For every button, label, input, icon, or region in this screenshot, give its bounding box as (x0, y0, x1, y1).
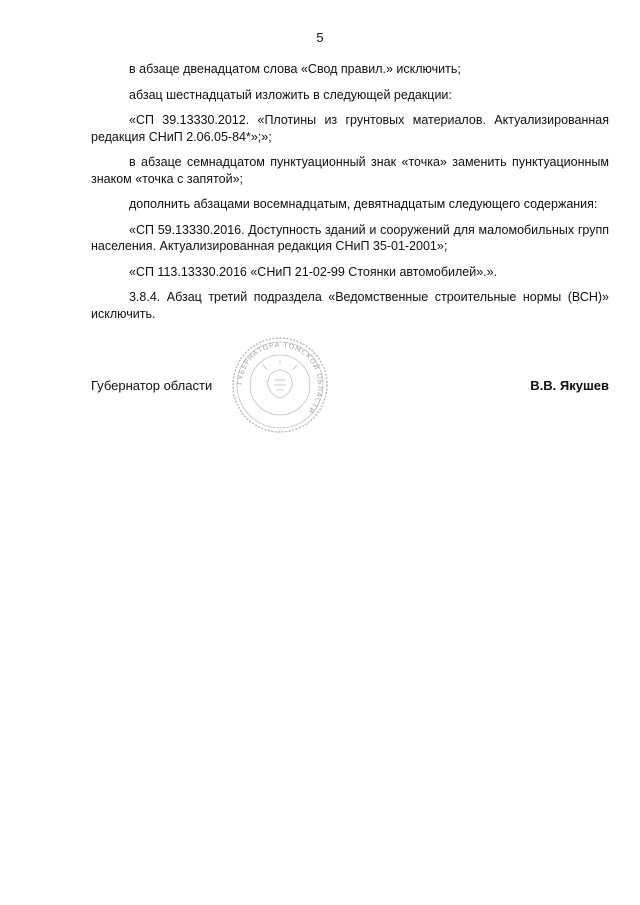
svg-text:ГУБЕРНАТОРА ТОМСКОЙ ОБЛАСТИ (236, 341, 324, 415)
signature-name: В.В. Якушев (530, 378, 609, 393)
page-number: 5 (316, 30, 324, 45)
paragraph-1: в абзаце двенадцатом слова «Свод правил.» исключить; (129, 62, 461, 76)
stamp-text: ГУБЕРНАТОРА ТОМСКОЙ ОБЛАСТИ (235, 340, 325, 416)
official-seal-stamp (230, 335, 330, 435)
paragraph-2: абзац шестнадцатый изложить в следующей редакции: (129, 87, 452, 102)
paragraph-8: 3.8.4. Абзац третий подраздела «Ведомственные строительные нормы (ВСН)» исключить. (91, 290, 609, 321)
paragraph-6: «СП 59.13330.2016. Доступность зданий и сооружений для маломобильных групп населения. Актуализированная редакция СНиП 35-01-2001»; (91, 222, 609, 253)
paragraph-7: «СП 113.13330.2016 «СНиП 21-02-99 Стоянки автомобилей».». (129, 264, 498, 279)
document-body (91, 61, 609, 331)
paragraph-4: в абзаце семнадцатом пунктуационный знак «точка» заменить пунктуационным знаком «точка с запятой»; (91, 155, 609, 186)
paragraph-3: «СП 39.13330.2012. «Плотины из грунтовых материалов. Актуализированная редакция СНиП 2.06.05-84*»;»; (91, 113, 609, 144)
signature-title: Губернатор области (91, 378, 213, 393)
paragraph-5: дополнить абзацами восемнадцатым, девятнадцатым следующего содержания: (129, 197, 598, 211)
